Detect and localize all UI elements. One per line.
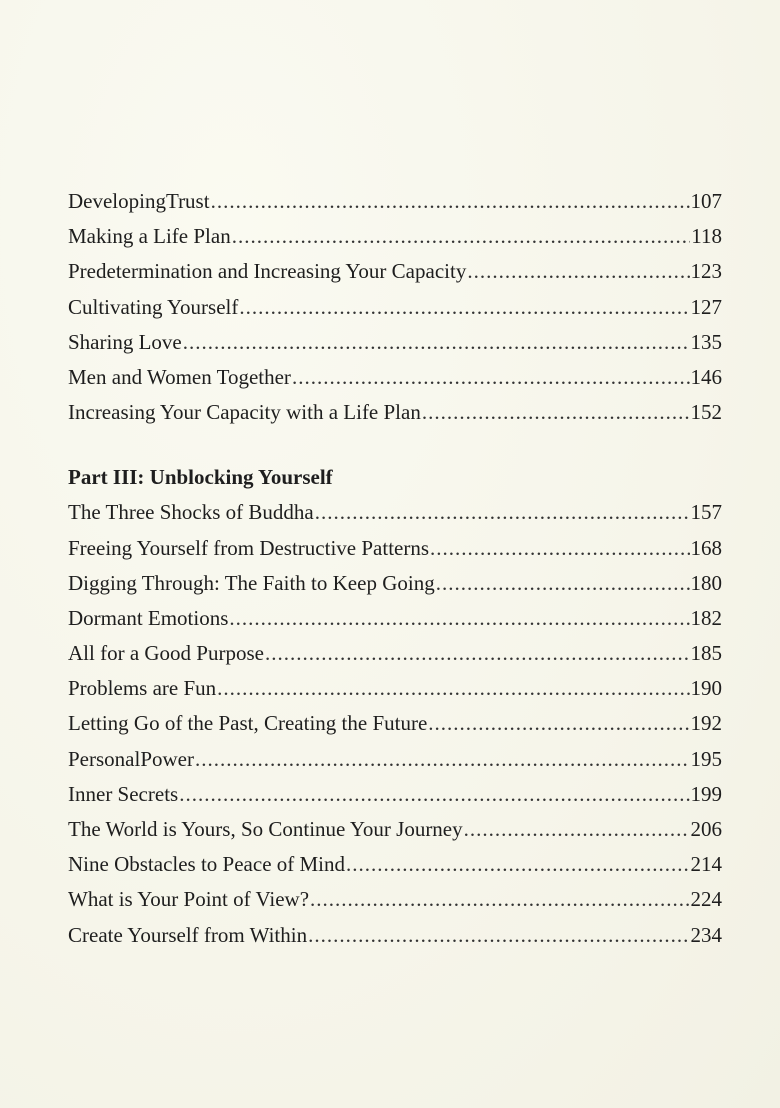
- toc-entry-page: 127: [690, 294, 722, 319]
- toc-entry-title: Dormant Emotions: [68, 605, 229, 630]
- toc-entry-page: 182: [690, 605, 722, 630]
- dot-leader: [292, 360, 690, 395]
- toc-entry-page: 192: [690, 711, 722, 736]
- toc-entry-title: Sharing Love: [68, 329, 182, 354]
- toc-entry-title: DevelopingTrust: [68, 189, 210, 213]
- toc-entry-title: The World is Yours, So Continue Your Journey: [68, 817, 463, 841]
- toc-entry-page: 135: [690, 329, 722, 354]
- toc-entry-title: The Three Shocks of Buddha: [68, 500, 314, 525]
- toc-entry-page: 199: [690, 781, 722, 806]
- toc-entry-page: 190: [690, 676, 722, 701]
- part-heading: Part III: Unblocking Yourself: [68, 465, 333, 490]
- toc-entry-title: Increasing Your Capacity with a Life Plan: [68, 400, 421, 425]
- toc-entry-title: Inner Secrets: [68, 781, 179, 806]
- toc-entry: [68, 706, 722, 741]
- toc-entry-title: Cultivating Yourself: [68, 294, 239, 319]
- dot-leader: [179, 777, 689, 812]
- toc-entry: [68, 495, 722, 530]
- toc-entry: [68, 812, 722, 847]
- toc-entry: [68, 395, 722, 430]
- dot-leader: [428, 706, 689, 741]
- dot-leader: [183, 325, 690, 360]
- toc-entry: [68, 671, 722, 706]
- dot-leader: [229, 601, 689, 636]
- dot-leader: [436, 566, 690, 601]
- dot-leader: [239, 290, 689, 325]
- dot-leader: [217, 671, 689, 706]
- toc-entry-page: 234: [690, 922, 722, 947]
- toc-entry-page: 146: [690, 364, 722, 389]
- dot-leader: [346, 847, 689, 882]
- dot-leader: [310, 882, 689, 917]
- toc-entry-title: Predetermination and Increasing Your Capacity: [68, 259, 467, 284]
- dot-leader: [464, 812, 690, 847]
- toc-entry-title: Nine Obstacles to Peace of Mind: [68, 852, 346, 877]
- table-of-contents: [68, 184, 722, 953]
- toc-entry-title: Freeing Yourself from Destructive Patterns: [68, 535, 430, 560]
- toc-entry-page: 107: [690, 189, 722, 213]
- toc-entry: [68, 601, 722, 636]
- toc-entry-page: 168: [690, 535, 722, 560]
- toc-entry: [68, 290, 722, 325]
- toc-entry: [68, 636, 722, 671]
- toc-entry: [68, 777, 722, 812]
- dot-leader: [232, 219, 691, 254]
- toc-entry-page: 185: [690, 641, 722, 666]
- toc-entry: [68, 742, 722, 777]
- toc-entry-title: Men and Women Together: [68, 364, 291, 389]
- toc-entry-title: What is Your Point of View?: [68, 887, 310, 912]
- toc-entry-page: 152: [690, 400, 722, 425]
- dot-leader: [308, 918, 689, 953]
- toc-entry-title: Letting Go of the Past, Creating the Future: [68, 711, 428, 736]
- toc-entry: [68, 254, 722, 289]
- dot-leader: [315, 495, 690, 530]
- toc-entry-page: 123: [690, 259, 722, 284]
- toc-entry-page: 224: [690, 887, 722, 912]
- toc-entry: [68, 219, 722, 254]
- toc-entry-title: PersonalPower: [68, 746, 194, 771]
- toc-entry-title: All for a Good Purpose: [68, 641, 264, 666]
- toc-entry-title: Making a Life Plan: [68, 224, 231, 249]
- dot-leader: [430, 531, 689, 566]
- toc-entry: [68, 882, 722, 917]
- toc-entry: [68, 566, 722, 601]
- toc-entry: [68, 531, 722, 566]
- toc-entry-page: 214: [690, 852, 722, 877]
- toc-entry-page: 118: [691, 224, 722, 249]
- toc-entry-title: Create Yourself from Within: [68, 922, 308, 947]
- toc-entry-page: 195: [690, 746, 722, 771]
- toc-entry: [68, 847, 722, 882]
- dot-leader: [195, 742, 690, 777]
- dot-leader: [467, 254, 689, 289]
- dot-leader: [422, 395, 690, 430]
- toc-entry-page: 206: [690, 817, 722, 841]
- toc-entry: [68, 360, 722, 395]
- toc-entry: [68, 918, 722, 953]
- dot-leader: [265, 636, 690, 671]
- toc-entry-page: 180: [690, 570, 722, 595]
- toc-entry: [68, 325, 722, 360]
- toc-entry-page: 157: [690, 500, 722, 525]
- toc-entry-title: Digging Through: The Faith to Keep Going: [68, 570, 435, 595]
- toc-entry: [68, 184, 722, 219]
- toc-entry-title: Problems are Fun: [68, 676, 217, 701]
- dot-leader: [211, 184, 690, 219]
